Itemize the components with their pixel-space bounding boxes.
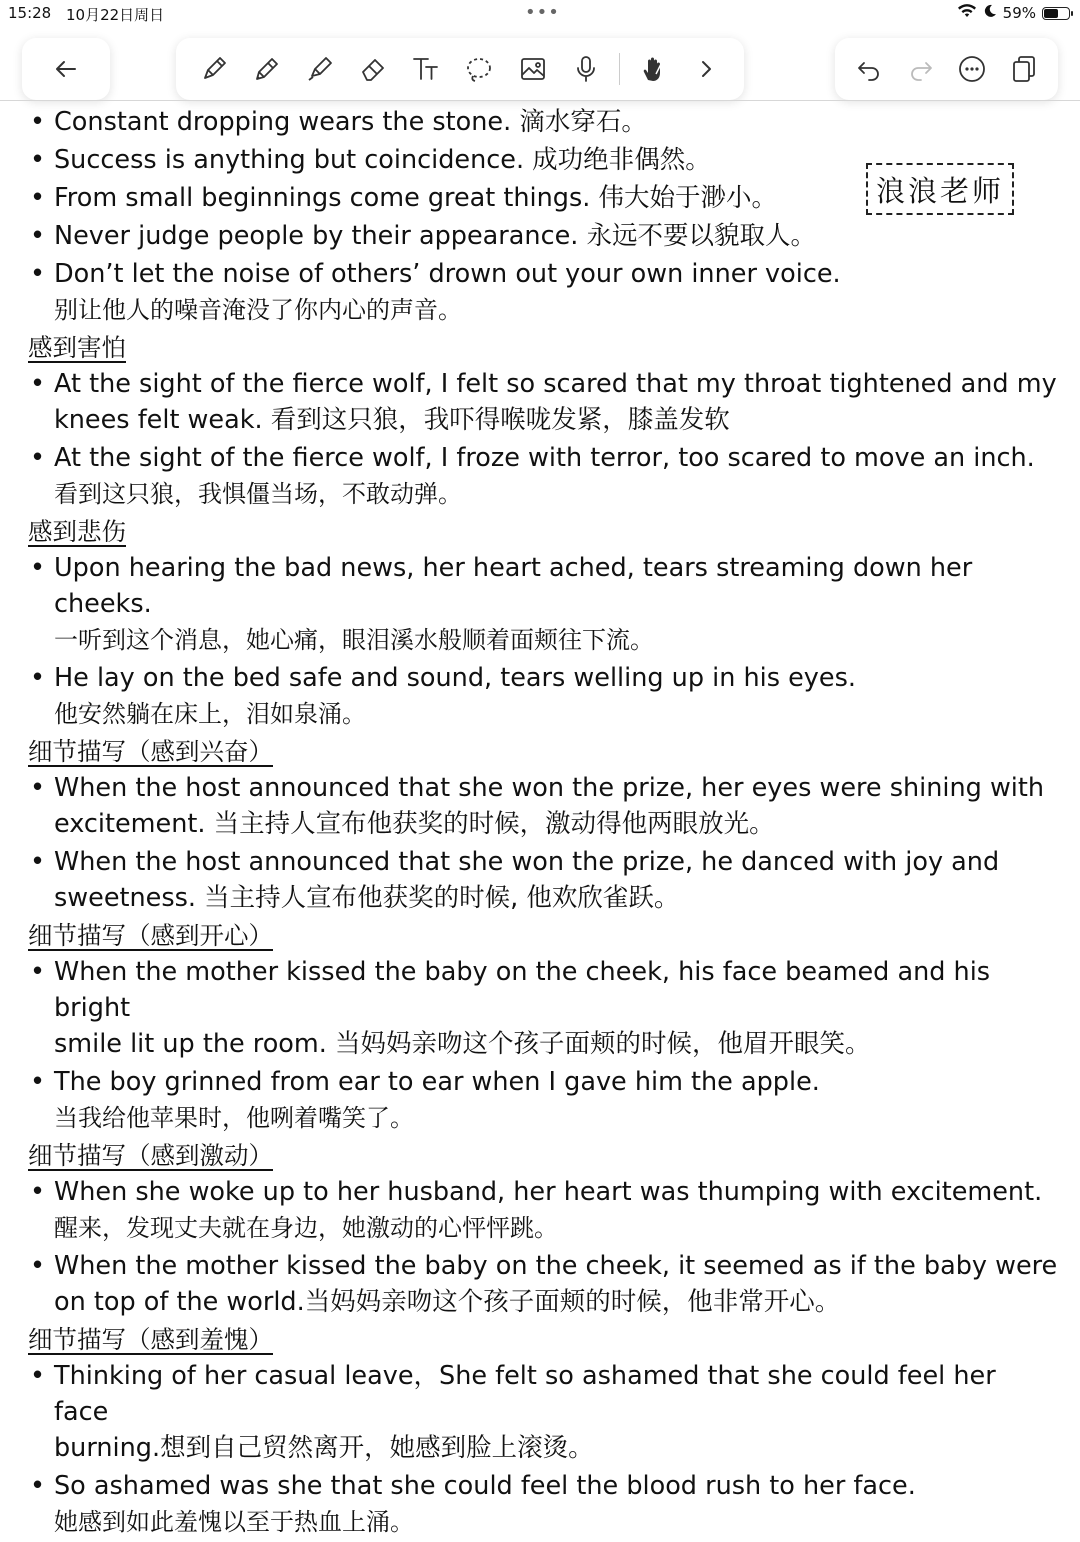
microphone-icon[interactable] xyxy=(566,49,606,89)
bullet-item xyxy=(28,954,1058,1062)
bullet-line: smile lit up the room. 当妈妈亲吻这个孩子面颊的时候，他眉开眼笑。 xyxy=(54,1029,871,1059)
bullet-line: excitement. 当主持人宣布他获奖的时候，激动得他两眼放光。 xyxy=(54,809,775,839)
bullet-line: 当我给他苹果时，他咧着嘴笑了。 xyxy=(54,1104,414,1132)
wifi-icon xyxy=(957,3,977,23)
bullet-dot: • xyxy=(30,553,46,583)
bullet-line: When the mother kissed the baby on the cheek, it seemed as if the baby were xyxy=(54,1251,1058,1281)
bullet-line: 别让他人的噪音淹没了你内心的声音。 xyxy=(54,296,462,324)
text-tool-icon[interactable] xyxy=(406,49,446,89)
bullet-item xyxy=(28,770,1058,842)
bullet-dot: • xyxy=(30,1361,46,1391)
status-date: 10月22日周日 xyxy=(66,6,165,24)
bullet-dot: • xyxy=(30,145,46,175)
bullet-dot: • xyxy=(30,1177,46,1207)
section-heading-text: 细节描写（感到激动） xyxy=(28,1141,273,1170)
bullet-item xyxy=(28,1174,1058,1246)
section-heading xyxy=(28,734,1058,770)
redo-icon[interactable] xyxy=(901,49,941,89)
bullet-line: When she woke up to her husband, her heart was thumping with excitement. xyxy=(54,1177,1043,1207)
lasso-icon[interactable] xyxy=(459,49,499,89)
status-right xyxy=(957,3,1070,23)
bullet-line: 醒来，发现丈夫就在身边，她激动的心怦怦跳。 xyxy=(54,1214,558,1242)
pencil-icon[interactable] xyxy=(247,49,287,89)
pen-icon[interactable] xyxy=(194,49,234,89)
bullet-line: At the sight of the fierce wolf, I froze with terror, too scared to move an inch. xyxy=(54,443,1035,473)
bullet-item xyxy=(28,1248,1058,1320)
toolbar-right xyxy=(835,38,1058,100)
bullet-line: When the host announced that she won the prize, her eyes were shining with xyxy=(54,773,1045,803)
bullet-item xyxy=(28,1064,1058,1136)
section-heading-text: 细节描写（感到羞愧） xyxy=(28,1325,273,1354)
toolbar-separator xyxy=(619,53,620,85)
bullet-dot: • xyxy=(30,663,46,693)
bullet-line: Upon hearing the bad news, her heart ached, tears streaming down her cheeks. xyxy=(54,553,973,619)
chevron-right-icon[interactable] xyxy=(686,49,726,89)
toolbar-divider xyxy=(0,100,1080,101)
bullet-dot: • xyxy=(30,1251,46,1281)
back-arrow-icon[interactable] xyxy=(46,49,86,89)
status-time: 15:28 xyxy=(8,4,52,22)
battery-percent: 59% xyxy=(1002,4,1036,22)
bullet-line: He lay on the bed safe and sound, tears welling up in his eyes. xyxy=(54,663,856,693)
bullet-dot: • xyxy=(30,369,46,399)
toolbar-left xyxy=(22,38,110,100)
bullet-item xyxy=(28,440,1058,512)
bullet-item xyxy=(28,256,1058,328)
moon-icon xyxy=(983,4,997,22)
bullet-item xyxy=(28,660,1058,732)
bullet-line: on top of the world.当妈妈亲吻这个孩子面颊的时候，他非常开心。 xyxy=(54,1287,841,1317)
bullet-line: Don’t let the noise of others’ drown out your own inner voice. xyxy=(54,259,841,289)
battery-icon xyxy=(1042,7,1070,20)
pages-icon[interactable] xyxy=(1004,49,1044,89)
bullet-dot: • xyxy=(30,1471,46,1501)
bullet-line: From small beginnings come great things. 伟大始于渺小。 xyxy=(54,183,777,213)
bullet-dot: • xyxy=(30,221,46,251)
section-heading xyxy=(28,918,1058,954)
bullet-line: When the host announced that she won the prize, he danced with joy and xyxy=(54,847,1000,877)
more-icon[interactable] xyxy=(952,49,992,89)
section-heading xyxy=(28,1322,1058,1358)
bullet-item xyxy=(28,844,1058,916)
bullet-item xyxy=(28,218,1058,254)
bullet-item xyxy=(28,1358,1058,1466)
bullet-dot: • xyxy=(30,847,46,877)
bullet-line: sweetness. 当主持人宣布他获奖的时候, 他欢欣雀跃。 xyxy=(54,883,680,913)
bullet-line: Success is anything but coincidence. 成功绝非偶然。 xyxy=(54,145,711,175)
bullet-line: The boy grinned from ear to ear when I gave him the apple. xyxy=(54,1067,820,1097)
toolbar-tools xyxy=(176,38,744,100)
bullet-line: 他安然躺在床上，泪如泉涌。 xyxy=(54,700,366,728)
section-heading-text: 感到害怕 xyxy=(28,333,126,362)
bullet-line: 看到这只狼，我惧僵当场，不敢动弹。 xyxy=(54,480,462,508)
highlighter-icon[interactable] xyxy=(300,49,340,89)
bullet-item xyxy=(28,550,1058,658)
bullet-dot: • xyxy=(30,183,46,213)
bullet-line: 一听到这个消息，她心痛，眼泪溪水般顺着面颊往下流。 xyxy=(54,626,654,654)
section-heading-text: 细节描写（感到兴奋） xyxy=(28,737,273,766)
bullet-line: Never judge people by their appearance. 永远不要以貌取人。 xyxy=(54,221,816,251)
section-heading xyxy=(28,1138,1058,1174)
status-bar xyxy=(0,0,1080,30)
bullet-dot: • xyxy=(30,107,46,137)
teacher-stamp: 浪浪老师 xyxy=(866,163,1014,215)
multitasking-dots[interactable]: ••• xyxy=(525,2,560,23)
bullet-line: So ashamed was she that she could feel the blood rush to her face. xyxy=(54,1471,916,1501)
bullet-item xyxy=(28,1468,1058,1540)
bullet-dot: • xyxy=(30,443,46,473)
undo-icon[interactable] xyxy=(849,49,889,89)
battery-fill xyxy=(1044,9,1058,18)
section-heading xyxy=(28,514,1058,550)
bullet-dot: • xyxy=(30,259,46,289)
bullet-line: 她感到如此羞愧以至于热血上涌。 xyxy=(54,1508,414,1536)
bullet-item xyxy=(28,104,1058,140)
eraser-icon[interactable] xyxy=(353,49,393,89)
bullet-line: burning.想到自己贸然离开，她感到脸上滚烫。 xyxy=(54,1433,594,1463)
bullet-dot: • xyxy=(30,957,46,987)
bullet-dot: • xyxy=(30,1067,46,1097)
section-heading-text: 感到悲伤 xyxy=(28,517,126,546)
note-content[interactable] xyxy=(28,104,1058,1542)
bullet-line: When the mother kissed the baby on the cheek, his face beamed and his bright xyxy=(54,957,991,1023)
bullet-line: knees felt weak. 看到这只狼，我吓得喉咙发紧，膝盖发软 xyxy=(54,405,730,435)
image-icon[interactable] xyxy=(513,49,553,89)
bullet-line: Thinking of her casual leave，She felt so ashamed that she could feel her face xyxy=(54,1361,996,1427)
section-heading xyxy=(28,330,1058,366)
bullet-item xyxy=(28,366,1058,438)
section-heading-text: 细节描写（感到开心） xyxy=(28,921,273,950)
bullet-line: At the sight of the fierce wolf, I felt so scared that my throat tightened and my xyxy=(54,369,1057,399)
bullet-line: Constant dropping wears the stone. 滴水穿石。 xyxy=(54,107,647,137)
hand-touch-icon[interactable] xyxy=(633,49,673,89)
bullet-dot: • xyxy=(30,773,46,803)
